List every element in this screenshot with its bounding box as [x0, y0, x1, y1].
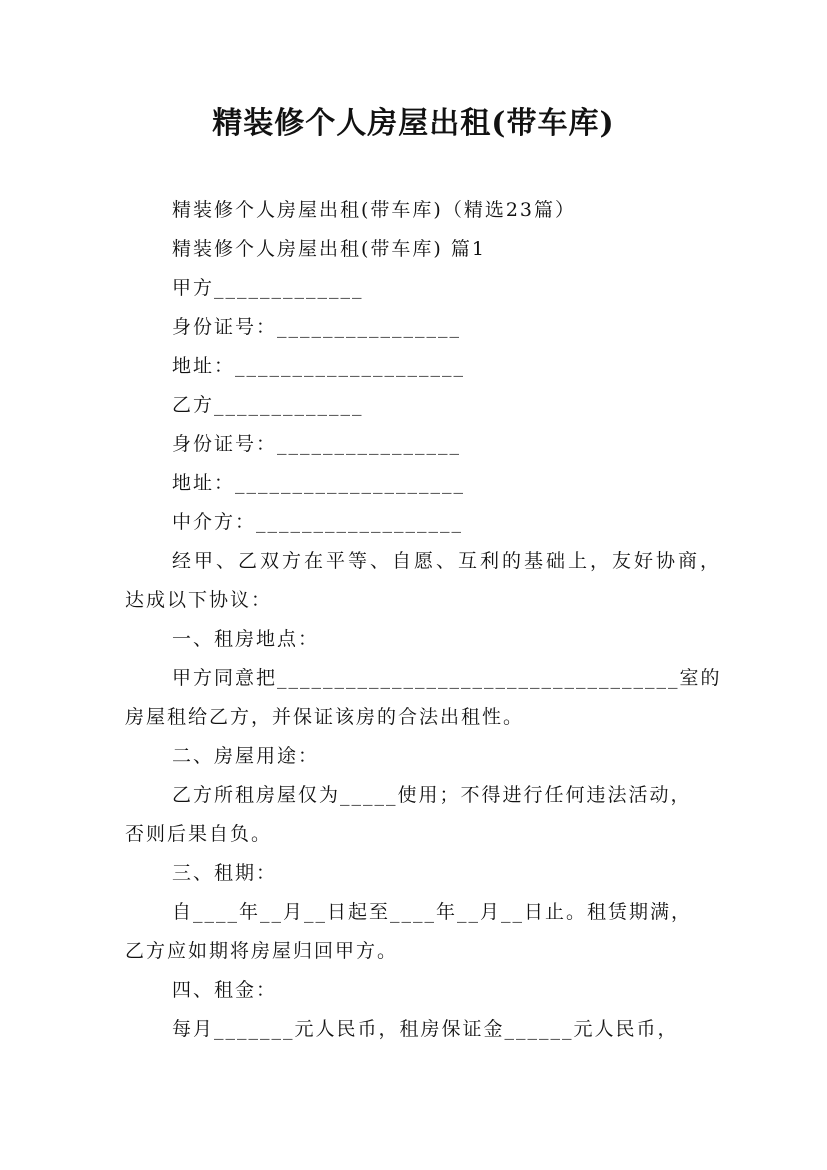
- party-a-address-line: 地址：____________________: [172, 355, 466, 377]
- clause-heading: 四、租金：: [172, 979, 278, 1001]
- section-heading-1: 精装修个人房屋出租(带车库) 篇1: [172, 238, 486, 260]
- paragraph-line: 达成以下协议：: [125, 589, 273, 611]
- party-a-id-line: 身份证号：________________: [172, 316, 462, 338]
- clause-heading: 三、租期：: [172, 862, 278, 884]
- paragraph-line: 乙方所租房屋仅为_____使用；不得进行任何违法活动，: [172, 784, 692, 806]
- paragraph-line: 甲方同意把___________________________________室的: [172, 667, 722, 689]
- clause-heading: 一、租房地点：: [172, 628, 320, 650]
- paragraph-line: 乙方应如期将房屋归回甲方。: [125, 940, 399, 962]
- paragraph-line: 每月_______元人民币，租房保证金______元人民币，: [172, 1018, 679, 1040]
- paragraph-line: 否则后果自负。: [125, 823, 273, 845]
- party-b-line: 乙方_____________: [172, 394, 364, 416]
- paragraph-line: 自____年__月__日起至____年__月__日止。租赁期满，: [172, 901, 693, 923]
- party-b-address-line: 地址：____________________: [172, 472, 466, 494]
- document-title: 精装修个人房屋出租(带车库): [212, 106, 615, 141]
- clause-heading: 二、房屋用途：: [172, 745, 320, 767]
- party-b-id-line: 身份证号：________________: [172, 433, 462, 455]
- subtitle-line: 精装修个人房屋出租(带车库)（精选23篇）: [172, 199, 577, 221]
- party-a-line: 甲方_____________: [172, 277, 364, 299]
- paragraph-line: 经甲、乙双方在平等、自愿、互利的基础上，友好协商，: [172, 550, 723, 572]
- paragraph-line: 房屋租给乙方，并保证该房的合法出租性。: [125, 706, 525, 728]
- agent-line: 中介方：__________________: [172, 511, 464, 533]
